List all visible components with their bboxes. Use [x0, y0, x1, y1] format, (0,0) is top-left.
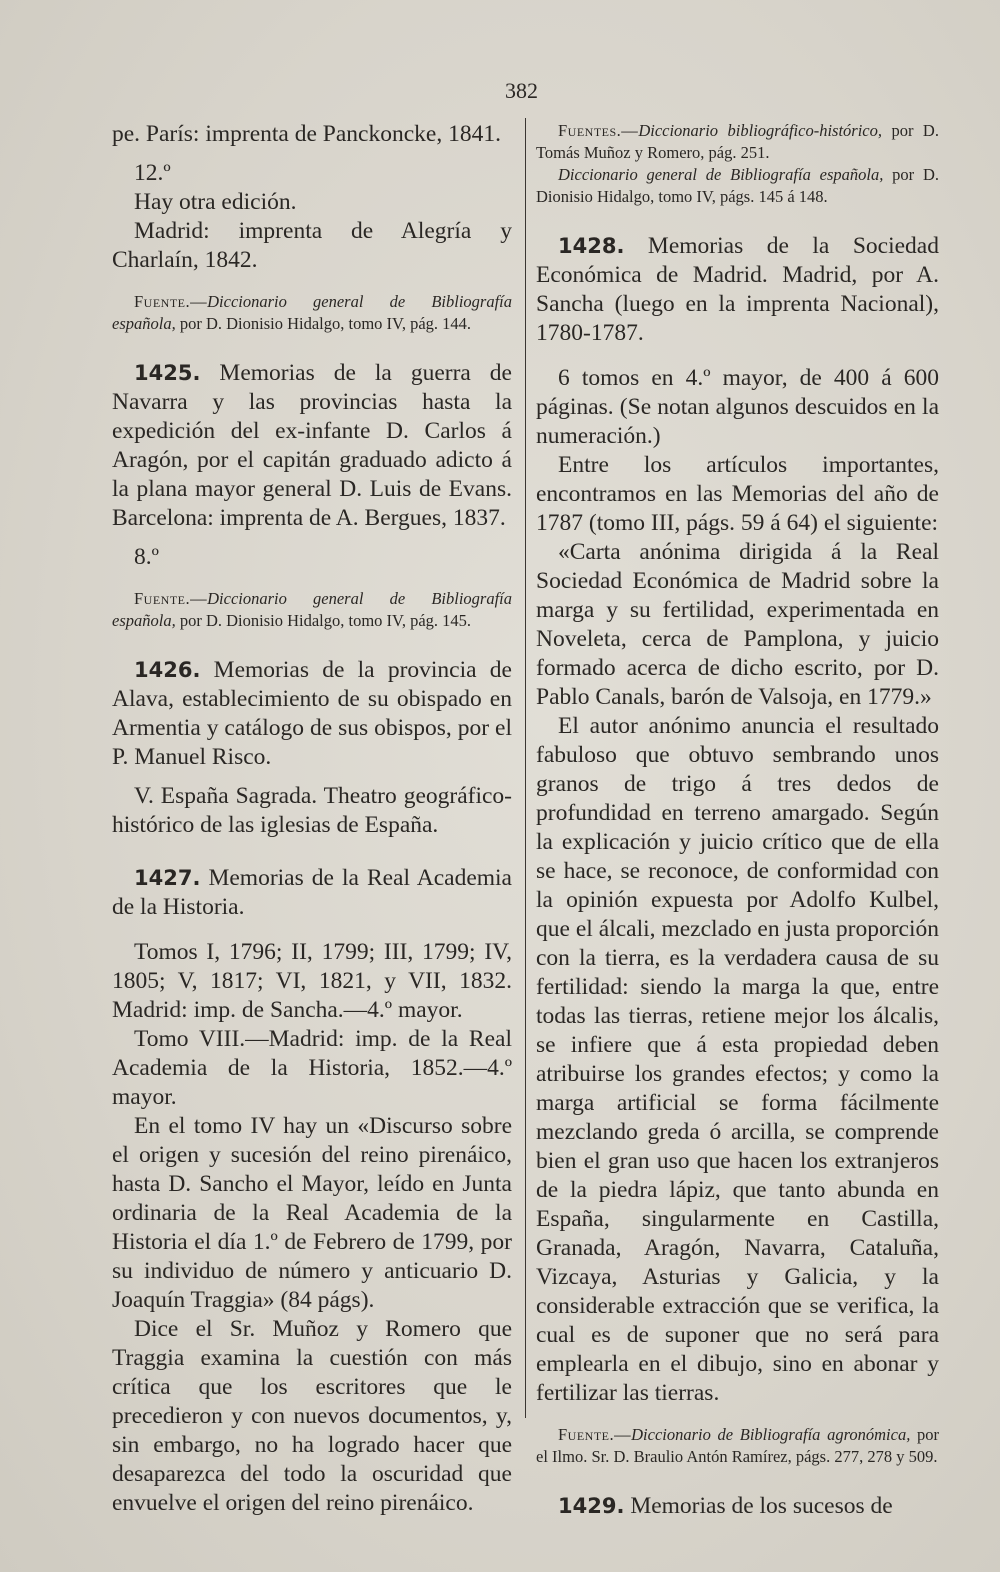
entry-number: 1426.: [134, 658, 201, 682]
text-line: Madrid: imprenta de Alegría y Charlaín, 1842.: [112, 218, 512, 273]
entry-text: Memorias de los sucesos de: [624, 1493, 893, 1519]
source-note: [112, 291, 512, 335]
source-label: Fuente.—: [558, 1425, 632, 1444]
source-note: [112, 588, 512, 632]
entry-text: Memorias de la provincia de Alava, establecimiento de su obispado en Armentia y catálogo de sus obispos, por el P. Manuel Risco.: [112, 657, 512, 770]
text-line: Hay otra edición.: [134, 189, 297, 215]
text-line: pe. París: imprenta de Panckoncke, 1841.: [112, 121, 501, 147]
entry-number: 1428.: [558, 234, 625, 258]
source-detail: por D. Tomás Muñoz y Romero, pág. 251.: [536, 121, 939, 162]
source-detail: por el Ilmo. Sr. D. Braulio Antón Ramírez, págs. 277, 278 y 509.: [536, 1425, 939, 1466]
entry-1427: [112, 864, 512, 922]
entry-text: Memorias de la Real Academia de la Historia.: [112, 865, 512, 920]
source-label: Fuentes.—: [558, 121, 639, 140]
column-divider: [525, 118, 526, 1418]
page-number: 382: [505, 78, 538, 103]
source-detail: por D. Dionisio Hidalgo, tomo IV, págs. 145 á 148.: [536, 165, 939, 206]
source-title: Diccionario general de Bibliografía española,: [112, 292, 512, 333]
source-detail: por D. Dionisio Hidalgo, tomo IV, pág. 145.: [175, 611, 472, 630]
entry-1428: [536, 232, 939, 348]
source-title: Diccionario general de Bibliografía española,: [558, 165, 884, 184]
left-column: [112, 120, 512, 1518]
entry-number: 1429.: [558, 1494, 625, 1518]
source-title: Diccionario general de Bibliografía española,: [112, 589, 512, 630]
entry-detail: Tomo VIII.—Madrid: imp. de la Real Academia de la Historia, 1852.—4.º mayor.: [112, 1026, 512, 1110]
right-column: [536, 120, 939, 1521]
entry-detail: Tomos I, 1796; II, 1799; III, 1799; IV, 1805; V, 1817; VI, 1821, y VII, 1832. Madrid: imp. de Sancha.—4.º mayor.: [112, 939, 512, 1023]
entry-1426: [112, 656, 512, 772]
format-note: 12.º: [134, 160, 171, 186]
entry-detail: El autor anónimo anuncia el resultado fabuloso que obtuvo sembrando unos granos de trigo á tres dedos de profundidad en terreno amargado. Según la explicación y juicio crítico que de ella se hace, se reconoce, de conformidad con la opinión expuesta por Adolfo Kulbel, que el álcali, mezclado en justa proporción con la tierra, es la verdadera causa de su fertilidad: siendo la marga la que, entre todas las tierras, retiene mejor los álcalis, se infiere que á esta propiedad deben atribuirse los grandes efectos; y como la marga artificial se forma fácilmente mezclando greda ó arcilla, se comprende bien el gran uso que hacen los extranjeros de la piedra lápiz, que tanto abunda en España, singularmente en Castilla, Granada, Aragón, Navarra, Cataluña, Vizcaya, Asturias y Galicia, y la considerable extracción que se verifica, la cual es de suponer que no será para emplearla en el dibujo, sino en abonar y fertilizar las tierras.: [536, 713, 939, 1406]
source-detail: por D. Dionisio Hidalgo, tomo IV, pág. 144.: [175, 314, 472, 333]
entry-detail: Dice el Sr. Muñoz y Romero que Traggia examina la cuestión con más crítica que los escritores que le precedieron y con nuevos documentos, y, sin embargo, no ha logrado hacer que desaparezca del todo la oscuridad que envuelve el origen del reino pirenáico.: [112, 1316, 512, 1516]
source-note: [536, 164, 939, 208]
see-also: V. España Sagrada. Theatro geográfico-histórico de las iglesias de España.: [112, 783, 512, 838]
entry-number: 1427.: [134, 866, 201, 890]
source-label: Fuente.—: [134, 589, 208, 608]
source-label: Fuente.—: [134, 292, 208, 311]
entry-1429: [536, 1492, 939, 1521]
source-note: [536, 120, 939, 164]
entry-number: 1425.: [134, 361, 201, 385]
format-note: 8.º: [134, 544, 159, 570]
entry-detail: 6 tomos en 4.º mayor, de 400 á 600 páginas. (Se notan algunos descuidos en la numeración.): [536, 365, 939, 449]
source-note: [536, 1424, 939, 1468]
entry-quote: «Carta anónima dirigida á la Real Sociedad Económica de Madrid sobre la marga y su fertilidad, experimentada en Noveleta, cerca de Pamplona, y juicio formado acerca de dicho escrito, por D. Pablo Canals, barón de Valsoja, en 1779.»: [536, 539, 939, 710]
entry-text: Memorias de la guerra de Navarra y las provincias hasta la expedición del ex-infante D. Carlos á Aragón, por el capitán graduado adicto á la plana mayor general D. Luis de Evans. Barcelona: imprenta de A. Bergues, 1837.: [112, 360, 512, 531]
entry-text: Memorias de la Sociedad Económica de Madrid. Madrid, por A. Sancha (luego en la imprenta Nacional), 1780-1787.: [536, 233, 939, 346]
entry-detail: En el tomo IV hay un «Discurso sobre el origen y sucesión del reino pirenáico, hasta D. Sancho el Mayor, leído en Junta ordinaria de la Real Academia de la Historia el día 1.º de Febrero de 1799, por su individuo de número y anticuario D. Joaquín Traggia» (84 págs).: [112, 1113, 512, 1313]
entry-detail: Entre los artículos importantes, encontramos en las Memorias del año de 1787 (tomo III, págs. 59 á 64) el siguiente:: [536, 452, 939, 536]
source-title: Diccionario de Bibliografía agronómica,: [631, 1425, 911, 1444]
entry-1425: [112, 359, 512, 533]
source-title: Diccionario bibliográfico-histórico,: [638, 121, 882, 140]
